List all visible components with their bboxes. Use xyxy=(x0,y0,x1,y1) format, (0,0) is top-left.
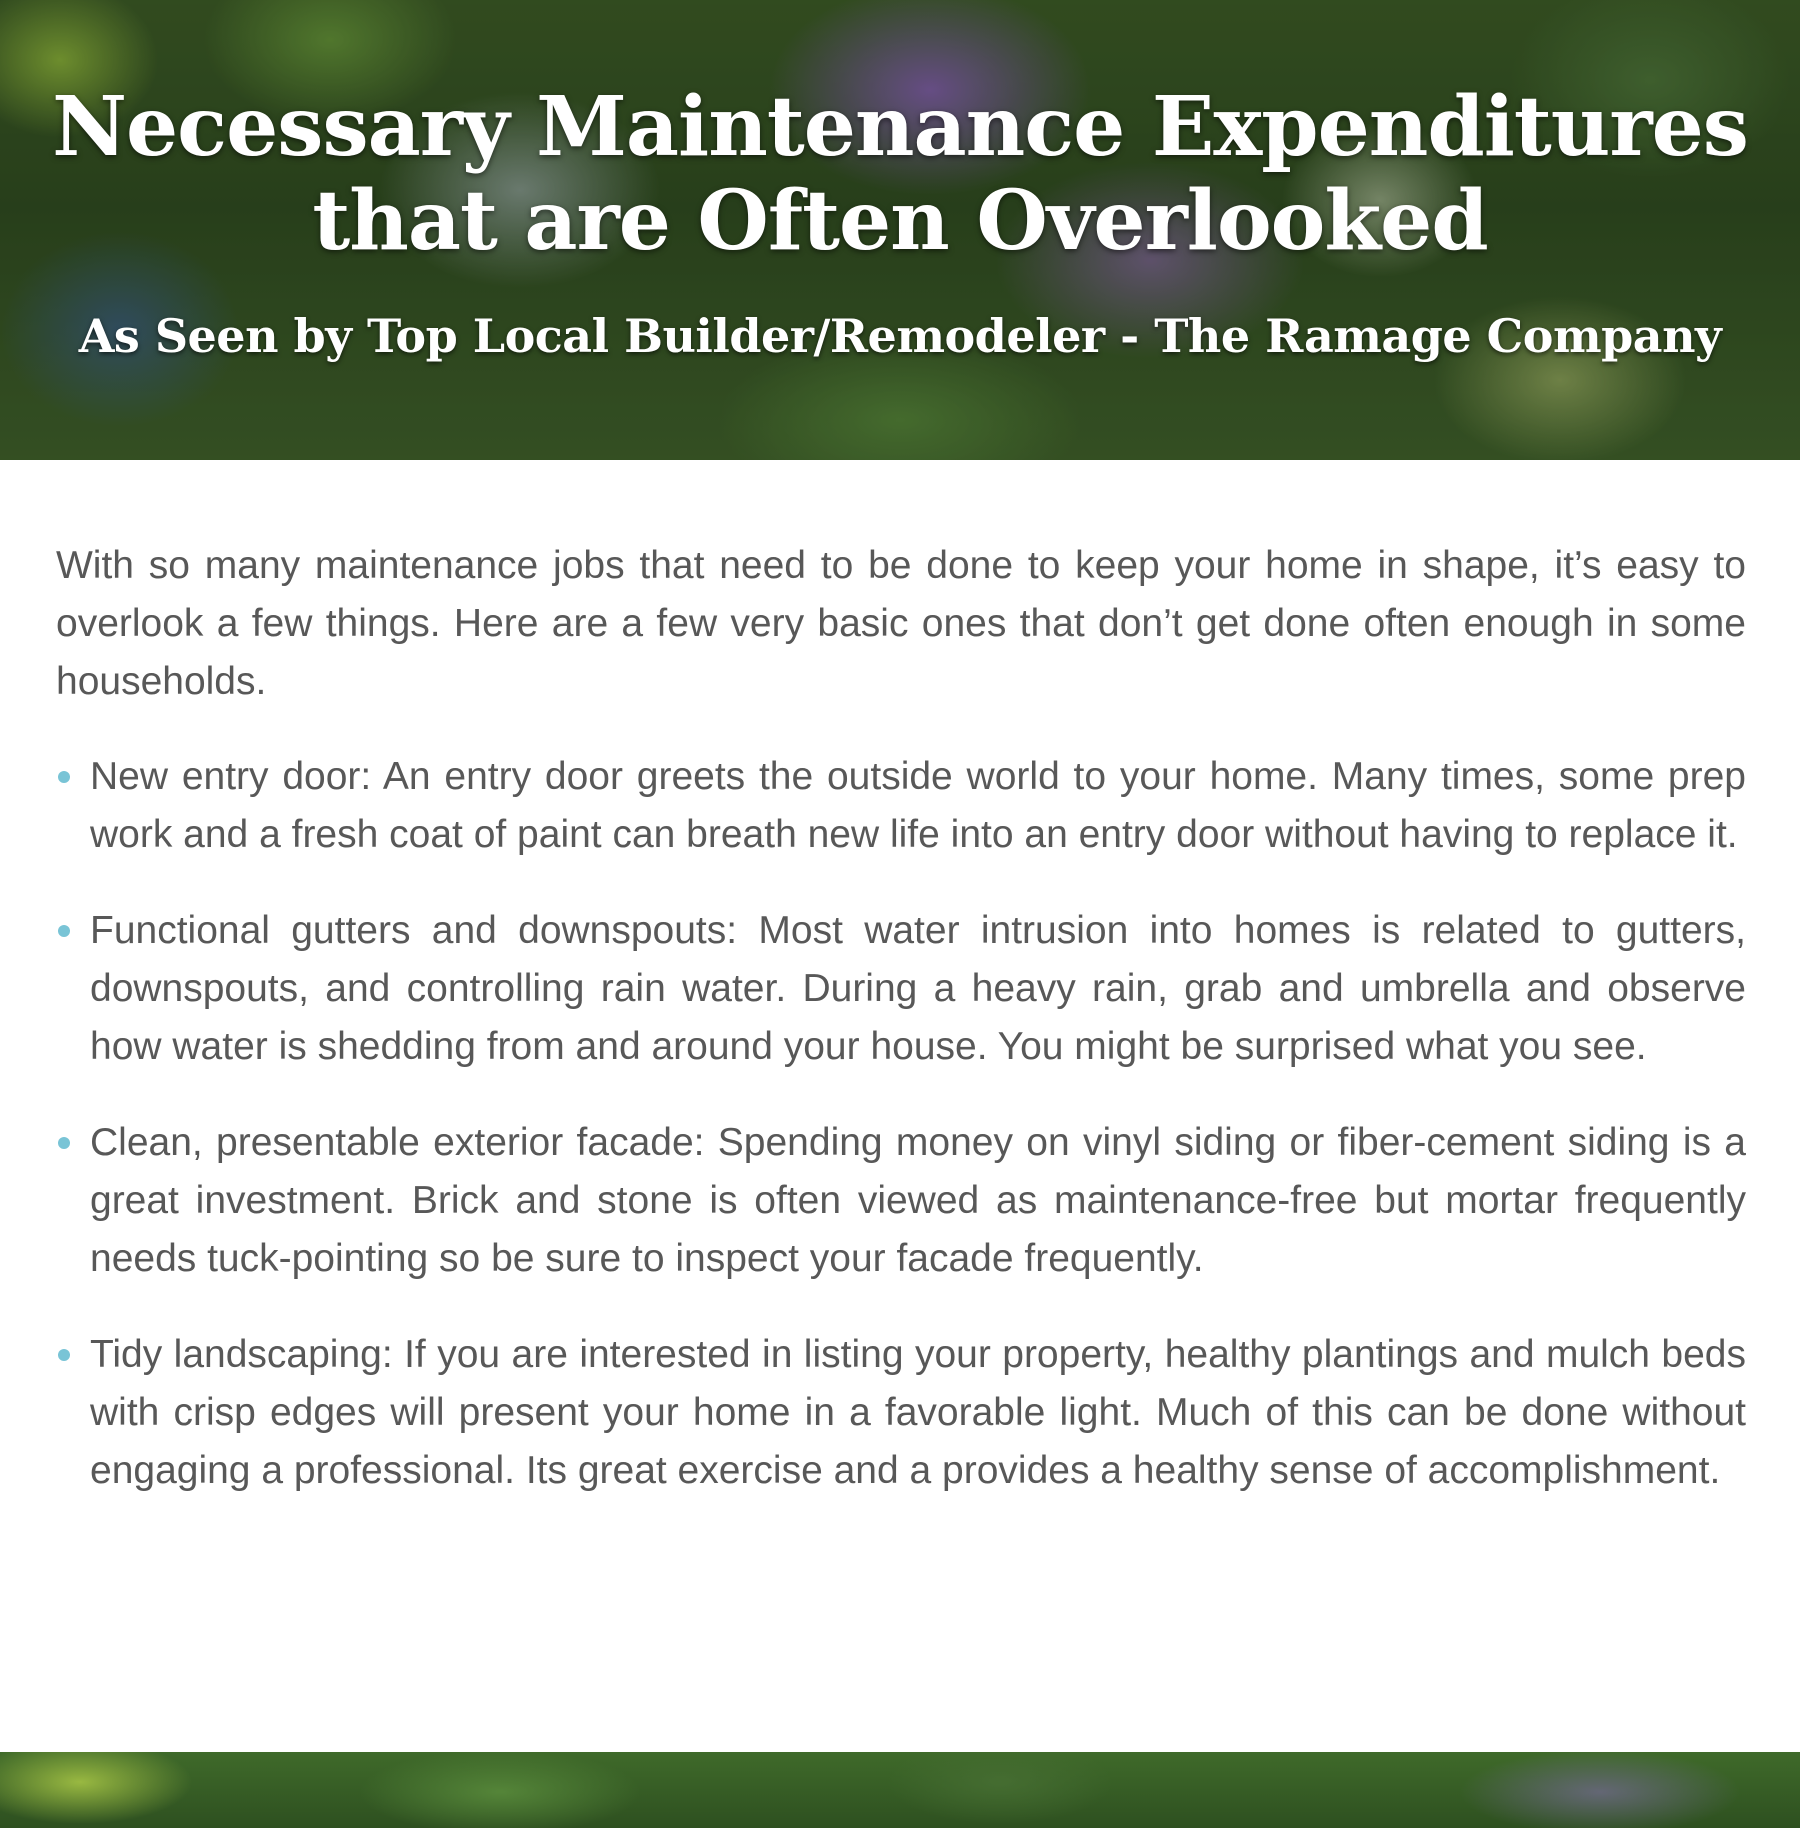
list-item-text: Functional gutters and downspouts: Most water intrusion into homes is related to gutters, downspouts, and controlling rain water. During a heavy rain, grab and umbrella and observe how water is shedding from and around your house. You might be surprised what you see. xyxy=(90,909,1746,1068)
title-line-1: Necessary Maintenance Expenditures xyxy=(52,79,1748,175)
title-line-2: that are Often Overlooked xyxy=(312,173,1488,269)
bullet-icon xyxy=(58,771,70,783)
maintenance-list xyxy=(56,748,1746,1500)
page-subtitle: As Seen by Top Local Builder/Remodeler - The Ramage Company xyxy=(78,309,1722,363)
list-item-text: Tidy landscaping: If you are interested in listing your property, healthy plantings and mulch beds with crisp edges will present your home in a favorable light. Much of this can be done without engaging a professional. Its great exercise and a provides a healthy sense of accomplishment. xyxy=(90,1333,1746,1492)
header-banner xyxy=(0,0,1800,460)
list-item-text: Clean, presentable exterior facade: Spending money on vinyl siding or fiber-cement siding is a great investment. Brick and stone is often viewed as maintenance-free but mortar frequently needs tuck-pointing so be sure to inspect your facade frequently. xyxy=(90,1121,1746,1280)
bullet-icon xyxy=(58,925,70,937)
list-item xyxy=(56,1326,1746,1500)
page-title xyxy=(0,80,1800,268)
footer-garden-image xyxy=(0,1752,1800,1828)
bullet-icon xyxy=(58,1349,70,1361)
list-item xyxy=(56,748,1746,864)
article-body xyxy=(56,537,1746,1538)
list-item xyxy=(56,1114,1746,1288)
intro-paragraph: With so many maintenance jobs that need to be done to keep your home in shape, it’s easy to overlook a few things. Here are a few very basic ones that don’t get done often enough in some households. xyxy=(56,544,1746,703)
list-item-text: New entry door: An entry door greets the outside world to your home. Many times, some prep work and a fresh coat of paint can breath new life into an entry door without having to replace it. xyxy=(90,755,1746,856)
bullet-icon xyxy=(58,1137,70,1149)
list-item xyxy=(56,902,1746,1076)
